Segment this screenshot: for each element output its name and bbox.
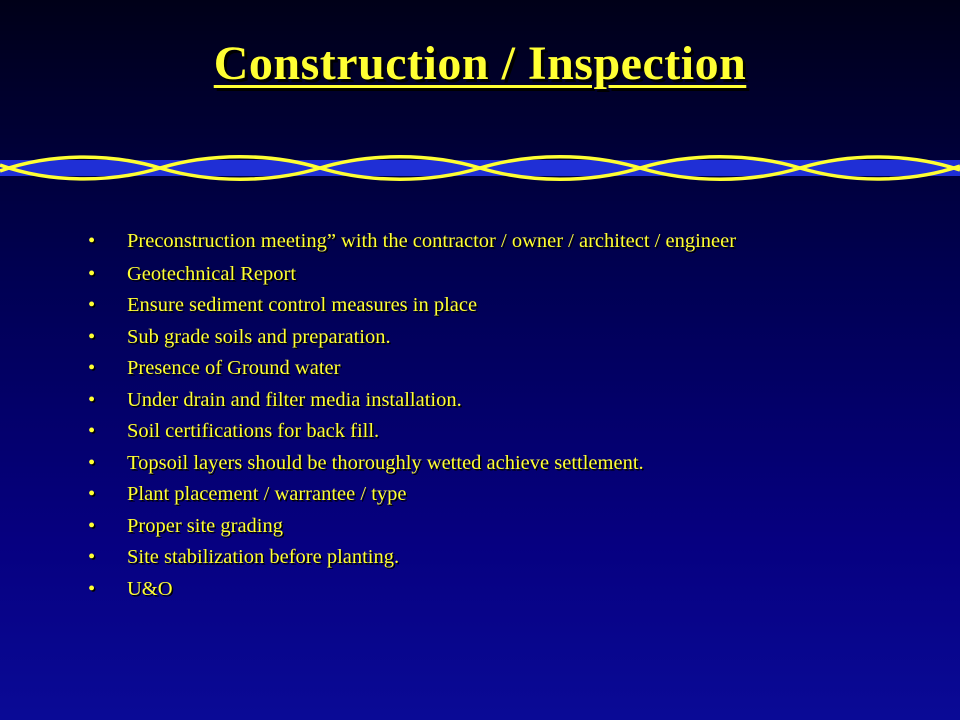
bullet-dot: • — [88, 388, 96, 411]
bullet-item — [88, 515, 848, 539]
bullet-text: U&O — [127, 577, 173, 600]
bullet-item — [88, 546, 848, 570]
bullet-text: Presence of Ground water — [127, 357, 341, 379]
slide-title: Construction / Inspection — [213, 37, 747, 90]
bullet-item — [88, 420, 848, 444]
bullet-dot: • — [88, 357, 96, 379]
bullet-dot: • — [88, 546, 96, 568]
bullet-dot: • — [88, 262, 96, 285]
bullet-text: Site stabilization before planting. — [127, 546, 400, 568]
bullet-text: Under drain and filter media installation. — [127, 388, 462, 411]
bullet-dot: • — [88, 514, 96, 537]
bullet-text: Proper site grading — [127, 514, 283, 537]
bullet-item — [88, 483, 848, 507]
bullet-text: Ensure sediment control measures in place — [127, 294, 478, 316]
wave-band-decoration — [0, 148, 960, 188]
bullet-text: Plant placement / warrantee / type — [127, 483, 407, 505]
bullet-dot: • — [88, 294, 96, 316]
bullet-dot: • — [88, 230, 96, 252]
bullet-item — [88, 452, 848, 476]
bullet-item — [88, 578, 848, 602]
bullet-item — [88, 230, 848, 254]
bullet-text: Sub grade soils and preparation. — [127, 325, 391, 348]
bullet-dot: • — [88, 577, 96, 600]
bullet-item — [88, 263, 848, 287]
bullet-item — [88, 326, 848, 350]
bullet-item — [88, 294, 848, 318]
bullet-dot: • — [88, 451, 96, 474]
bullet-list — [88, 230, 848, 609]
bullet-item — [88, 389, 848, 413]
bullet-dot: • — [88, 483, 96, 505]
bullet-text: Geotechnical Report — [127, 262, 297, 285]
bullet-text: Preconstruction meeting” with the contractor / owner / architect / engineer — [127, 230, 737, 252]
bullet-item — [88, 357, 848, 381]
bullet-dot: • — [88, 325, 96, 348]
bullet-dot: • — [88, 420, 96, 442]
bullet-text: Topsoil layers should be thoroughly wetted achieve settlement. — [127, 451, 644, 474]
bullet-text: Soil certifications for back fill. — [127, 420, 380, 442]
